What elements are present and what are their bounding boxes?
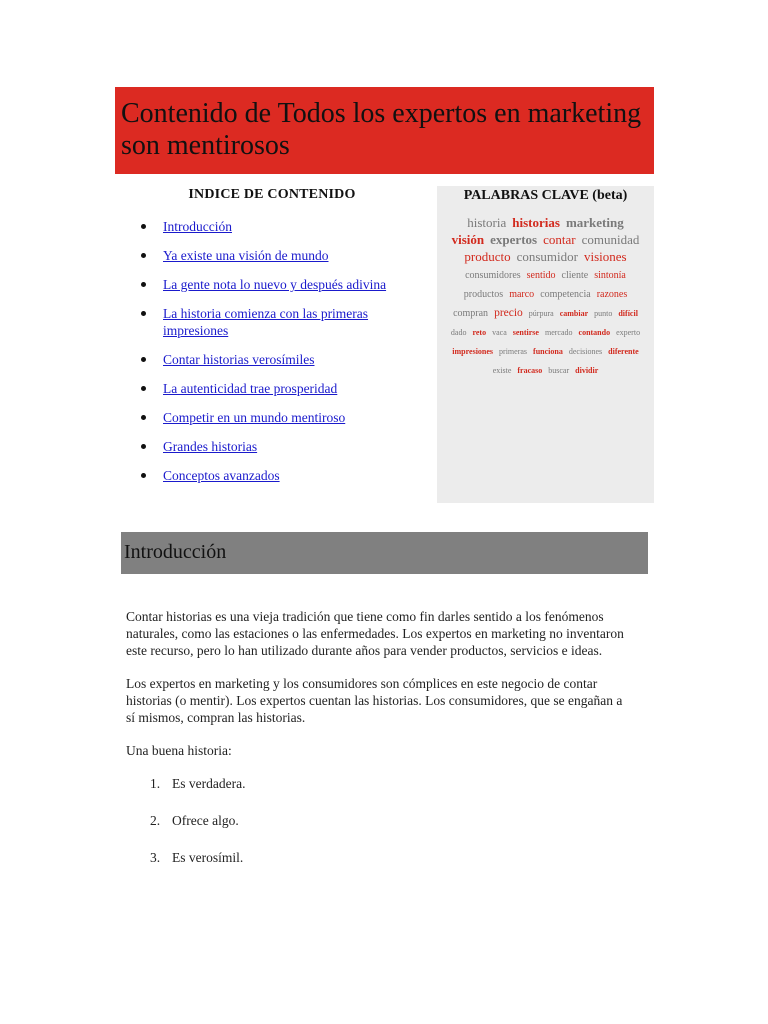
keyword-tag: difícil — [618, 309, 638, 318]
toc-link-grandes-historias[interactable]: Grandes historias — [163, 439, 258, 454]
keyword-tag: competencia — [540, 289, 591, 300]
toc-link-primeras-impresiones[interactable]: La historia comienza con las primeras impresiones — [163, 306, 369, 338]
keyword-tag: razones — [596, 289, 628, 300]
keyword-tag: diferente — [608, 347, 639, 356]
section-header — [121, 532, 648, 574]
keyword-tag: sentirse — [512, 328, 539, 337]
paragraph: Contar historias es una vieja tradición que tiene como fin darles sentido a los fenómenos naturales, como las estaciones o las enfermedades. Los expertos en marketing no inventaron este recurso, pero lo han utilizado durante años para vender productos, servicios e ideas. — [126, 609, 624, 658]
keyword-tag: marketing — [565, 215, 624, 230]
keyword-tag: comunidad — [581, 232, 640, 247]
keyword-tag: dado — [450, 328, 467, 337]
keyword-tag: marco — [509, 289, 535, 300]
keyword-tag: historia — [467, 215, 507, 230]
keyword-row — [439, 322, 652, 341]
list-item — [126, 812, 626, 829]
toc-item — [163, 276, 428, 293]
keyword-row — [439, 303, 652, 322]
keyword-tag: consumidores — [465, 270, 521, 281]
toc-item — [163, 438, 428, 455]
keywords-heading: PALABRAS CLAVE (beta) — [463, 188, 628, 203]
keyword-tag: cambiar — [559, 309, 589, 318]
keyword-tag: impresiones — [452, 347, 494, 356]
toc-list — [116, 218, 428, 484]
keyword-tag: decisiones — [568, 347, 603, 356]
toc-item — [163, 218, 428, 235]
keyword-row — [439, 231, 652, 248]
toc-item — [163, 305, 428, 339]
keyword-tag: reto — [472, 328, 487, 337]
list-text: Es verdadera. — [172, 776, 246, 791]
keyword-tag: contando — [578, 328, 611, 337]
keyword-row — [439, 248, 652, 265]
paragraph: Los expertos en marketing y los consumidores son cómplices en este negocio de contar historias (o mentir). Los expertos cuentan las historias. Los consumidores, que se engañan a sí mismos, compran las historias. — [126, 676, 623, 725]
keyword-tag: productos — [463, 289, 504, 300]
keyword-tag: compran — [453, 308, 489, 319]
keyword-tag: visiones — [583, 249, 627, 264]
list-text: Es verosímil. — [172, 850, 244, 865]
toc-link-historias-verosimiles[interactable]: Contar historias verosímiles — [163, 352, 315, 367]
toc-link-vision-de-mundo[interactable]: Ya existe una visión de mundo — [163, 248, 329, 263]
keyword-tag: mercado — [544, 328, 573, 337]
keyword-tag: sentido — [526, 270, 556, 281]
toc-link-conceptos-avanzados[interactable]: Conceptos avanzados — [163, 468, 280, 483]
keyword-cloud — [437, 214, 654, 379]
list-item — [126, 775, 626, 792]
toc-item — [163, 409, 428, 426]
keyword-tag: experto — [616, 328, 641, 337]
keyword-tag: primeras — [499, 347, 528, 356]
toc-item — [163, 467, 428, 484]
keyword-tag: visión — [451, 232, 485, 247]
keyword-tag: producto — [464, 249, 511, 264]
table-of-contents — [116, 187, 428, 496]
keyword-tag: consumidor — [516, 249, 578, 264]
list-number: 2. — [150, 813, 161, 828]
numbered-list — [126, 775, 626, 866]
list-number: 1. — [150, 776, 161, 791]
section-title: Introducción — [124, 541, 227, 563]
page-title: Contenido de Todos los expertos en marketing son mentirosos — [121, 98, 642, 161]
keyword-tag: precio — [494, 307, 523, 319]
keyword-tag: vaca — [492, 328, 507, 337]
keyword-tag: fracaso — [517, 366, 543, 375]
keyword-tag: funciona — [533, 347, 563, 356]
keyword-tag: púrpura — [528, 309, 554, 318]
toc-link-competir[interactable]: Competir en un mundo mentiroso — [163, 410, 346, 425]
section-content — [126, 608, 626, 886]
title-banner — [115, 87, 654, 174]
keywords-panel — [437, 186, 654, 503]
keyword-tag: punto — [594, 309, 613, 318]
keyword-row — [439, 341, 652, 360]
keyword-row — [439, 265, 652, 284]
keyword-tag: dividir — [575, 366, 599, 375]
keyword-row — [439, 214, 652, 231]
paragraph: Una buena historia: — [126, 743, 232, 758]
toc-link-gente-nota[interactable]: La gente nota lo nuevo y después adivina — [163, 277, 387, 292]
toc-link-introduccion[interactable]: Introducción — [163, 219, 232, 234]
list-number: 3. — [150, 850, 161, 865]
toc-heading: INDICE DE CONTENIDO — [188, 187, 356, 202]
toc-item — [163, 351, 428, 368]
keyword-row — [439, 284, 652, 303]
list-item — [126, 849, 626, 866]
keyword-tag: cliente — [561, 270, 589, 281]
keyword-tag: sintonía — [594, 270, 626, 281]
keyword-tag: contar — [543, 232, 576, 247]
keyword-row — [439, 360, 652, 379]
keyword-tag: existe — [492, 366, 512, 375]
toc-item — [163, 380, 428, 397]
toc-item — [163, 247, 428, 264]
keyword-tag: expertos — [490, 232, 538, 247]
keyword-tag: historias — [512, 215, 560, 230]
toc-link-autenticidad[interactable]: La autenticidad trae prosperidad — [163, 381, 338, 396]
keyword-tag: buscar — [548, 366, 570, 375]
list-text: Ofrece algo. — [172, 813, 239, 828]
